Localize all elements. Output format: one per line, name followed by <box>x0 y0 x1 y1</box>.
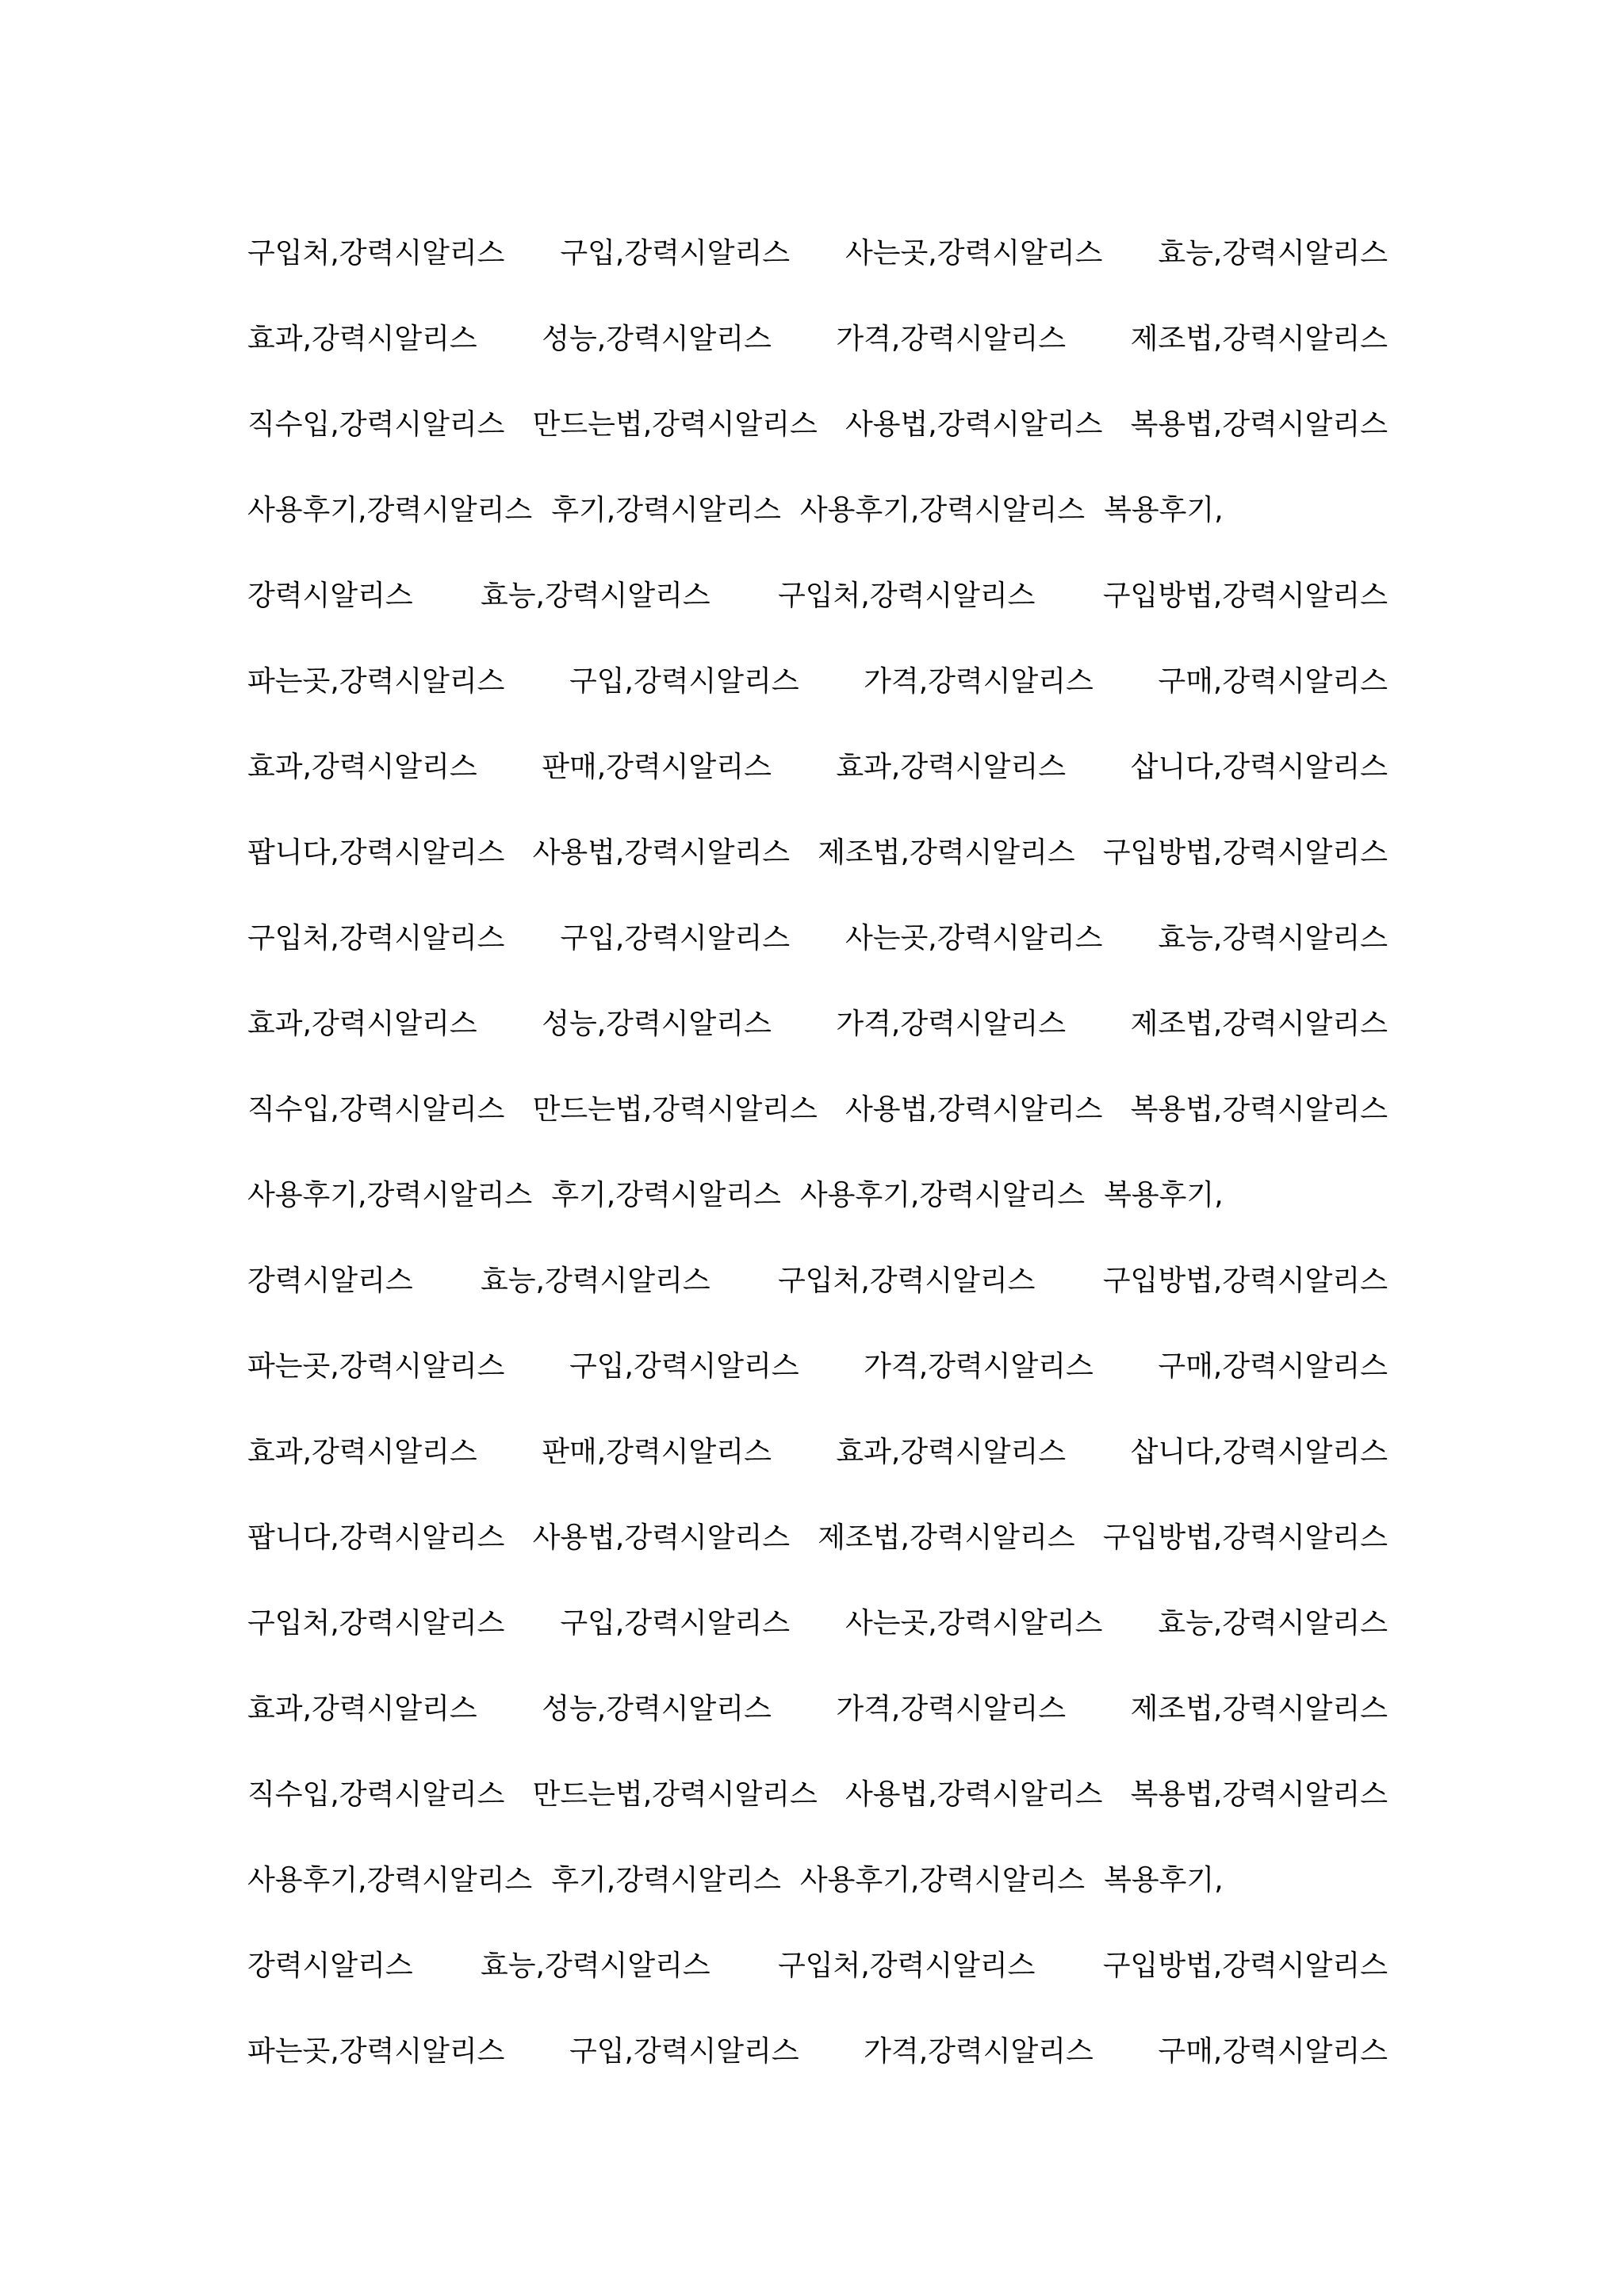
text-fragment: 효과,강력시알리스 <box>836 751 1067 783</box>
text-fragment: 사는곳,강력시알리스 <box>845 237 1103 270</box>
text-fragment: 사용법,강력시알리스 <box>532 836 791 869</box>
text-line <box>247 211 1388 297</box>
text-fragment: 구입,강력시알리스 <box>569 1350 799 1383</box>
text-fragment: 구입방법,강력시알리스 <box>1102 1521 1388 1554</box>
text-fragment: 사용후기,강력시알리스 <box>247 1179 533 1211</box>
text-fragment: 제조법,강력시알리스 <box>1130 1693 1388 1725</box>
text-fragment: 사용후기,강력시알리스 <box>799 1864 1086 1896</box>
text-line <box>247 553 1388 639</box>
text-fragment: 구입처,강력시알리스 <box>778 580 1036 612</box>
text-line <box>247 1324 1388 1410</box>
text-fragment: 구매,강력시알리스 <box>1158 1350 1388 1383</box>
text-fragment: 효능,강력시알리스 <box>1158 922 1388 955</box>
text-fragment: 직수입,강력시알리스 <box>247 1778 505 1811</box>
text-fragment: 효능,강력시알리스 <box>1158 1607 1388 1640</box>
text-fragment: 구입,강력시알리스 <box>569 2035 799 2068</box>
text-fragment: 구입처,강력시알리스 <box>247 237 505 270</box>
text-line <box>247 297 1388 382</box>
text-fragment: 강력시알리스 <box>247 1265 413 1297</box>
text-fragment: 구입방법,강력시알리스 <box>1102 836 1388 869</box>
text-fragment: 효과,강력시알리스 <box>247 323 477 355</box>
text-fragment: 강력시알리스 <box>247 1950 413 1982</box>
text-line <box>247 468 1388 553</box>
text-fragment: 복용법,강력시알리스 <box>1130 1778 1388 1811</box>
text-fragment: 파는곳,강력시알리스 <box>247 2035 505 2068</box>
text-fragment: 성능,강력시알리스 <box>542 1693 772 1725</box>
text-fragment: 사용후기,강력시알리스 <box>247 494 533 526</box>
text-fragment: 효과,강력시알리스 <box>836 1436 1067 1468</box>
text-fragment: 후기,강력시알리스 <box>551 1179 781 1211</box>
text-fragment: 후기,강력시알리스 <box>551 494 781 526</box>
text-fragment: 직수입,강력시알리스 <box>247 408 505 441</box>
text-line <box>247 725 1388 810</box>
text-fragment: 삽니다,강력시알리스 <box>1130 1436 1388 1468</box>
text-fragment: 사용후기,강력시알리스 <box>799 1179 1086 1211</box>
text-fragment: 사용법,강력시알리스 <box>532 1521 791 1554</box>
text-fragment: 구입,강력시알리스 <box>560 237 791 270</box>
text-line <box>247 1923 1388 2009</box>
text-fragment: 가격,강력시알리스 <box>836 1008 1067 1040</box>
text-line <box>247 1752 1388 1838</box>
text-fragment: 가격,강력시알리스 <box>864 665 1094 698</box>
text-fragment: 가격,강력시알리스 <box>864 2035 1094 2068</box>
text-fragment: 팝니다,강력시알리스 <box>247 836 505 869</box>
text-line <box>247 1838 1388 1923</box>
text-fragment: 구입처,강력시알리스 <box>778 1265 1036 1297</box>
text-fragment: 효능,강력시알리스 <box>481 1950 710 1982</box>
text-fragment: 사는곳,강력시알리스 <box>845 1607 1103 1640</box>
text-fragment: 복용법,강력시알리스 <box>1130 408 1388 441</box>
text-fragment: 복용법,강력시알리스 <box>1130 1093 1388 1126</box>
text-line <box>247 1667 1388 1752</box>
text-line <box>247 1067 1388 1153</box>
text-fragment: 사용후기,강력시알리스 <box>799 494 1086 526</box>
text-fragment: 제조법,강력시알리스 <box>818 1521 1075 1554</box>
text-line <box>247 810 1388 896</box>
text-line <box>247 382 1388 468</box>
text-fragment: 제조법,강력시알리스 <box>818 836 1075 869</box>
text-fragment: 가격,강력시알리스 <box>836 1693 1067 1725</box>
text-fragment: 복용후기, <box>1104 1864 1224 1896</box>
text-fragment: 구입,강력시알리스 <box>560 922 791 955</box>
text-line <box>247 2009 1388 2095</box>
document-body <box>247 211 1388 2095</box>
text-fragment: 제조법,강력시알리스 <box>1130 1008 1388 1040</box>
text-fragment: 파는곳,강력시알리스 <box>247 665 505 698</box>
text-fragment: 사용법,강력시알리스 <box>845 1093 1103 1126</box>
text-line <box>247 639 1388 725</box>
text-fragment: 구입방법,강력시알리스 <box>1102 580 1388 612</box>
text-fragment: 가격,강력시알리스 <box>836 323 1067 355</box>
text-line <box>247 1153 1388 1238</box>
text-fragment: 가격,강력시알리스 <box>864 1350 1094 1383</box>
text-line <box>247 1495 1388 1581</box>
text-fragment: 효과,강력시알리스 <box>247 1008 477 1040</box>
text-fragment: 구입,강력시알리스 <box>560 1607 791 1640</box>
text-line <box>247 1410 1388 1495</box>
text-fragment: 후기,강력시알리스 <box>551 1864 781 1896</box>
text-fragment: 사용법,강력시알리스 <box>845 408 1103 441</box>
text-fragment: 구입,강력시알리스 <box>569 665 799 698</box>
text-fragment: 만드는법,강력시알리스 <box>532 1778 818 1811</box>
text-fragment: 판매,강력시알리스 <box>542 1436 772 1468</box>
text-fragment: 구입처,강력시알리스 <box>247 1607 505 1640</box>
text-fragment: 구입처,강력시알리스 <box>247 922 505 955</box>
text-fragment: 효과,강력시알리스 <box>247 1436 477 1468</box>
text-fragment: 사용법,강력시알리스 <box>845 1778 1103 1811</box>
text-fragment: 강력시알리스 <box>247 580 413 612</box>
text-fragment: 효과,강력시알리스 <box>247 751 477 783</box>
text-fragment: 구입방법,강력시알리스 <box>1102 1950 1388 1982</box>
text-fragment: 복용후기, <box>1104 1179 1224 1211</box>
text-fragment: 직수입,강력시알리스 <box>247 1093 505 1126</box>
text-fragment: 효능,강력시알리스 <box>1158 237 1388 270</box>
text-fragment: 효능,강력시알리스 <box>481 580 710 612</box>
text-fragment: 사용후기,강력시알리스 <box>247 1864 533 1896</box>
text-fragment: 효과,강력시알리스 <box>247 1693 477 1725</box>
text-line <box>247 896 1388 982</box>
text-fragment: 팝니다,강력시알리스 <box>247 1521 505 1554</box>
text-fragment: 만드는법,강력시알리스 <box>532 1093 818 1126</box>
text-fragment: 성능,강력시알리스 <box>542 1008 772 1040</box>
text-line <box>247 982 1388 1067</box>
text-fragment: 판매,강력시알리스 <box>542 751 772 783</box>
text-fragment: 효능,강력시알리스 <box>481 1265 710 1297</box>
text-fragment: 만드는법,강력시알리스 <box>532 408 818 441</box>
text-fragment: 복용후기, <box>1104 494 1224 526</box>
text-fragment: 삽니다,강력시알리스 <box>1130 751 1388 783</box>
text-line <box>247 1581 1388 1667</box>
text-fragment: 구입방법,강력시알리스 <box>1102 1265 1388 1297</box>
text-fragment: 성능,강력시알리스 <box>542 323 772 355</box>
text-line <box>247 1238 1388 1324</box>
text-fragment: 제조법,강력시알리스 <box>1130 323 1388 355</box>
text-fragment: 구입처,강력시알리스 <box>778 1950 1036 1982</box>
text-fragment: 파는곳,강력시알리스 <box>247 1350 505 1383</box>
text-fragment: 구매,강력시알리스 <box>1158 2035 1388 2068</box>
text-fragment: 구매,강력시알리스 <box>1158 665 1388 698</box>
text-fragment: 사는곳,강력시알리스 <box>845 922 1103 955</box>
